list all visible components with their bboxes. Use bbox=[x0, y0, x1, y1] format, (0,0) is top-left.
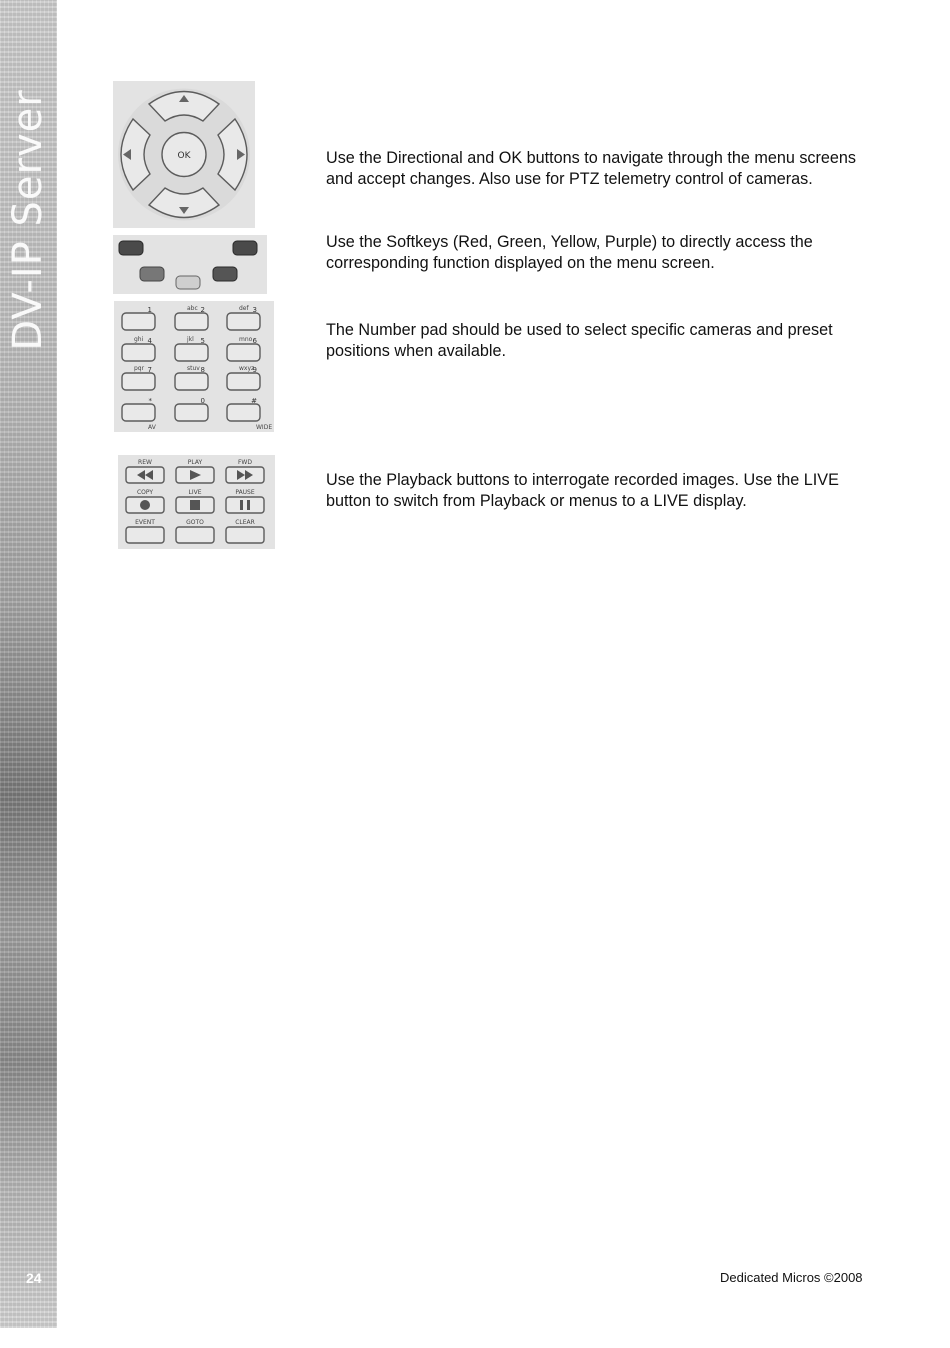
key-letters: stuv bbox=[187, 365, 200, 372]
number-key-4[interactable] bbox=[122, 336, 155, 361]
key-digit: 2 bbox=[200, 306, 205, 314]
softkeys-image bbox=[113, 235, 267, 294]
key-letters: wxyz bbox=[239, 365, 255, 372]
button-label: GOTO bbox=[186, 519, 204, 526]
key-digit: * bbox=[148, 397, 152, 405]
numberpad-description: The Number pad should be used to select specific cameras and preset positions when available. bbox=[326, 321, 833, 360]
directional-description: Use the Directional and OK buttons to navigate through the menu screens and accept changes. Also use for PTZ telemetry control of cameras. bbox=[326, 149, 857, 188]
number-key-8[interactable] bbox=[175, 365, 208, 390]
key-letters: def bbox=[239, 305, 249, 312]
key-digit: 3 bbox=[252, 306, 257, 314]
number-key-2[interactable] bbox=[175, 305, 208, 330]
yellow-softkey-button[interactable] bbox=[140, 267, 164, 281]
button-label: CLEAR bbox=[235, 519, 255, 526]
key-digit: # bbox=[251, 397, 257, 405]
rew-button[interactable] bbox=[126, 459, 164, 483]
button-label: EVENT bbox=[135, 519, 155, 526]
playback-description: Use the Playback buttons to interrogate recorded images. Use the LIVE button to switch from Playback or menus to a LIVE display. bbox=[326, 471, 839, 510]
key-letters: jkl bbox=[187, 336, 194, 343]
record-icon bbox=[140, 500, 150, 510]
number-key-star[interactable] bbox=[122, 397, 155, 421]
purple-softkey-button[interactable] bbox=[213, 267, 237, 281]
clear-button[interactable] bbox=[226, 519, 264, 543]
button-label: PAUSE bbox=[235, 489, 255, 496]
playback-keypad-image bbox=[118, 455, 275, 549]
key-digit: 8 bbox=[200, 366, 205, 374]
key-digit: 1 bbox=[147, 306, 152, 314]
number-key-6[interactable] bbox=[227, 336, 260, 361]
key-digit: 7 bbox=[147, 366, 152, 374]
key-digit: 6 bbox=[252, 337, 257, 345]
numberpad-image bbox=[114, 301, 274, 432]
button-label: FWD bbox=[237, 459, 253, 466]
center-softkey-button[interactable] bbox=[176, 276, 200, 289]
number-key-hash[interactable] bbox=[227, 397, 260, 421]
button-label: REW bbox=[138, 459, 152, 466]
button-label: PLAY bbox=[187, 459, 203, 466]
fwd-button[interactable] bbox=[226, 459, 264, 483]
key-digit: 4 bbox=[147, 337, 152, 345]
key-letters: pqr bbox=[134, 365, 145, 372]
number-key-1[interactable] bbox=[122, 306, 155, 330]
button-label: LIVE bbox=[188, 489, 202, 496]
green-softkey-button[interactable] bbox=[233, 241, 257, 255]
key-digit: 5 bbox=[200, 337, 205, 345]
pause-button[interactable] bbox=[226, 489, 264, 513]
goto-button[interactable] bbox=[176, 519, 214, 543]
directional-keypad-image bbox=[113, 81, 255, 228]
page-number: 24 bbox=[26, 1270, 42, 1286]
number-key-3[interactable] bbox=[227, 305, 260, 330]
key-digit: 9 bbox=[252, 366, 257, 374]
key-letters: abc bbox=[187, 305, 198, 312]
number-key-7[interactable] bbox=[122, 365, 155, 390]
ok-label: OK bbox=[177, 151, 191, 161]
brand-title: DV-IP Server bbox=[5, 89, 51, 351]
event-button[interactable] bbox=[126, 519, 164, 543]
number-key-0[interactable] bbox=[175, 397, 208, 421]
play-button[interactable] bbox=[176, 459, 214, 483]
key-digit: 0 bbox=[200, 397, 205, 405]
button-label: COPY bbox=[136, 489, 154, 496]
wide-label: WIDE bbox=[256, 424, 273, 431]
live-button[interactable] bbox=[176, 489, 214, 513]
footer-copyright: Dedicated Micros ©2008 bbox=[720, 1270, 863, 1285]
key-letters: mno bbox=[239, 336, 253, 343]
sidebar-banner bbox=[0, 0, 57, 1328]
copy-button[interactable] bbox=[126, 489, 164, 513]
stop-icon bbox=[190, 500, 200, 510]
number-key-5[interactable] bbox=[175, 336, 208, 361]
softkeys-description: Use the Softkeys (Red, Green, Yellow, Purple) to directly access the corresponding function displayed on the menu screen. bbox=[326, 233, 813, 272]
number-key-9[interactable] bbox=[227, 365, 260, 390]
red-softkey-button[interactable] bbox=[119, 241, 143, 255]
av-label: AV bbox=[148, 424, 156, 431]
key-letters: ghi bbox=[134, 336, 144, 343]
